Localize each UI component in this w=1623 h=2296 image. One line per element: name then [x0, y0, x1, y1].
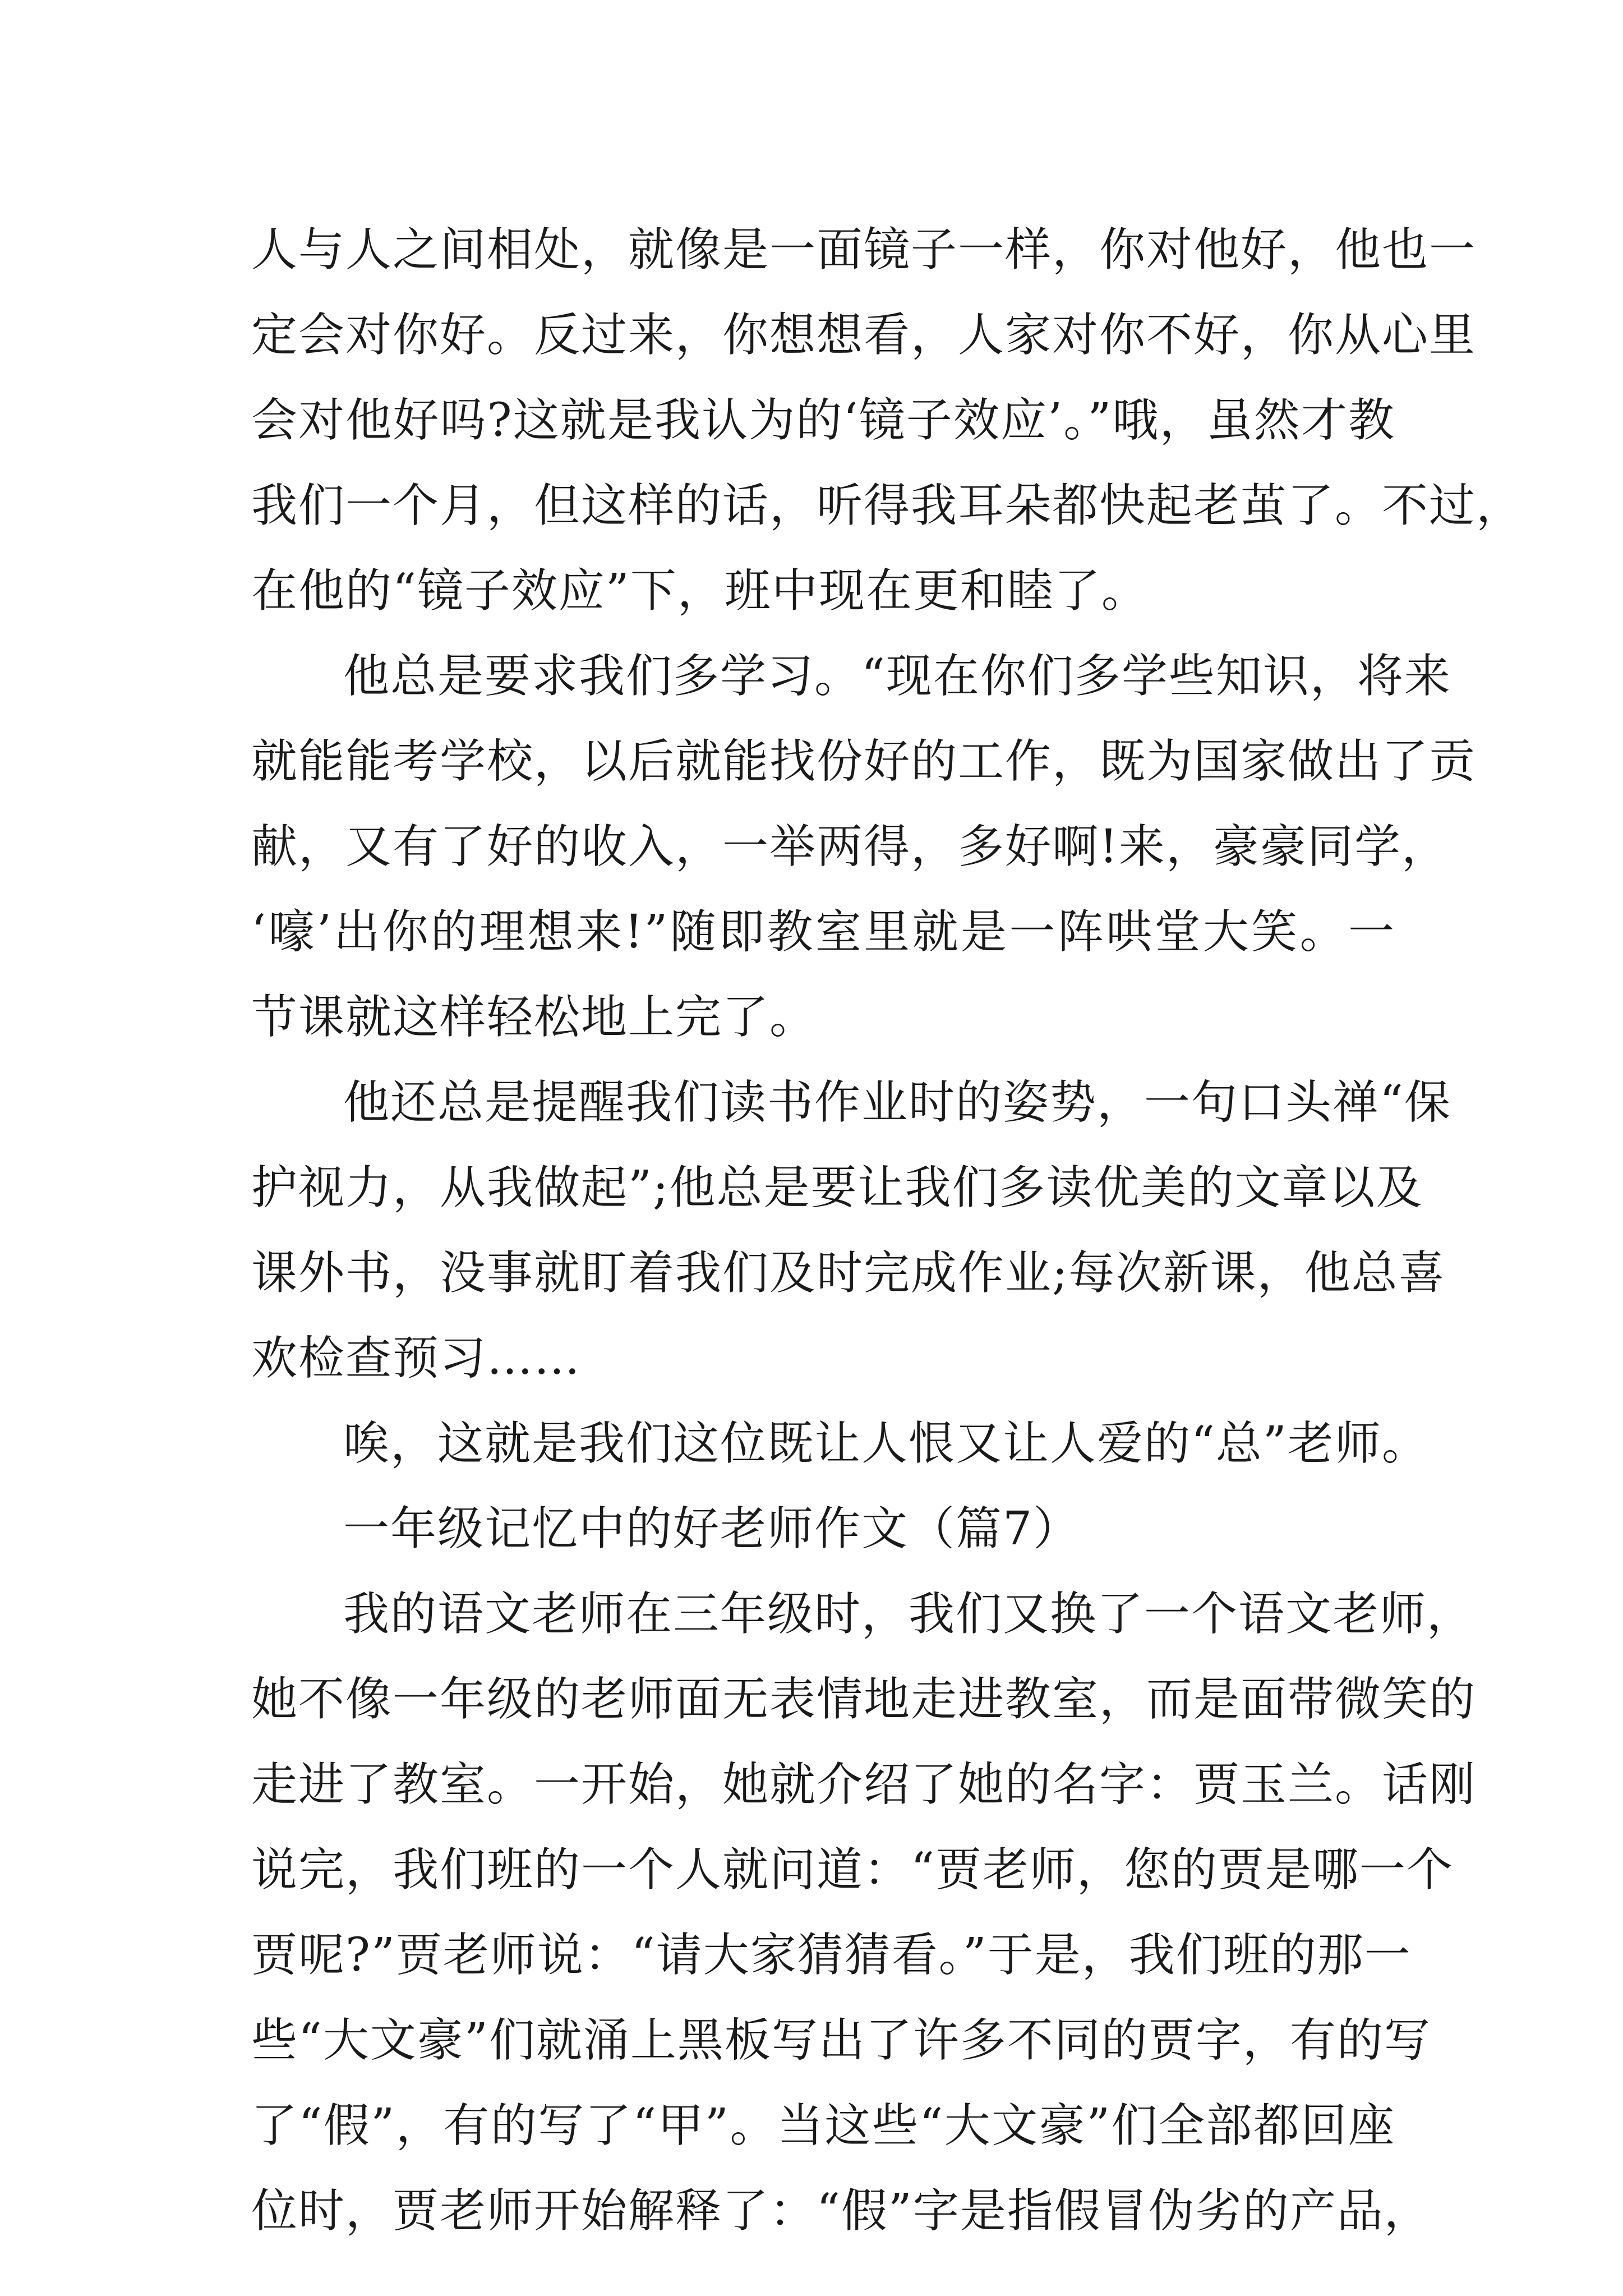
text-line: 欢检查预习…… — [251, 1332, 582, 1385]
paragraph-first-line: 他总是要求我们多学习。“现在你们多学些知识，将来 — [343, 650, 1451, 703]
text-line: 献，又有了好的收入，一举两得，多好啊!来，豪豪同学， — [251, 820, 1449, 873]
text-line: 护视力，从我做起”;他总是要让我们多读优美的文章以及 — [251, 1161, 1423, 1214]
text-line: 人与人之间相处，就像是一面镜子一样，你对他好，他也一 — [251, 223, 1477, 277]
text-line: 就能能考学校，以后就能找份好的工作，既为国家做出了贡 — [251, 735, 1477, 788]
text-line: 位时，贾老师开始解释了：“假”字是指假冒伪劣的产品， — [251, 2184, 1431, 2238]
text-line: 了“假”，有的写了“甲”。当这些“大文豪”们全部都回座 — [251, 2099, 1395, 2152]
text-line: 定会对你好。反过来，你想想看，人家对你不好，你从心里 — [251, 309, 1477, 362]
text-line: 节课就这样轻松地上完了。 — [251, 991, 817, 1044]
paragraph-first-line: 我的语文老师在三年级时，我们又换了一个语文老师， — [343, 1588, 1474, 1641]
text-line: 会对他好吗?这就是我认为的‘镜子效应’。”哦，虽然才教 — [251, 394, 1395, 447]
text-line: 走进了教室。一开始，她就介绍了她的名字：贾玉兰。话刚 — [251, 1758, 1477, 1811]
essay-body — [251, 208, 1524, 2254]
paragraph-first-line: 唉，这就是我们这位既让人恨又让人爱的“总”老师。 — [343, 1417, 1429, 1470]
section-heading: 一年级记忆中的好老师作文（篇7） — [343, 1502, 1081, 1556]
text-line: ‘嚎’出你的理想来!”随即教室里就是一阵哄堂大笑。一 — [251, 905, 1395, 959]
text-line: 课外书，没事就盯着我们及时完成作业;每次新课，他总喜 — [251, 1246, 1446, 1300]
text-line: 些“大文豪”们就涌上黑板写出了许多不同的贾字，有的写 — [251, 2014, 1431, 2067]
text-line: 贾呢?”贾老师说：“请大家猜猜看。”于是，我们班的那一 — [251, 1929, 1412, 1982]
text-line: 说完，我们班的一个人就问道：“贾老师，您的贾是哪一个 — [251, 1843, 1454, 1897]
text-line: 她不像一年级的老师面无表情地走进教室，而是面带微笑的 — [251, 1673, 1477, 1726]
text-line: 在他的“镜子效应”下，班中现在更和睦了。 — [251, 564, 1149, 618]
text-line: 我们一个月，但这样的话，听得我耳朵都快起老茧了。不过， — [251, 479, 1524, 532]
paragraph-first-line: 他还总是提醒我们读书作业时的姿势，一句口头禅“保 — [343, 1076, 1451, 1129]
